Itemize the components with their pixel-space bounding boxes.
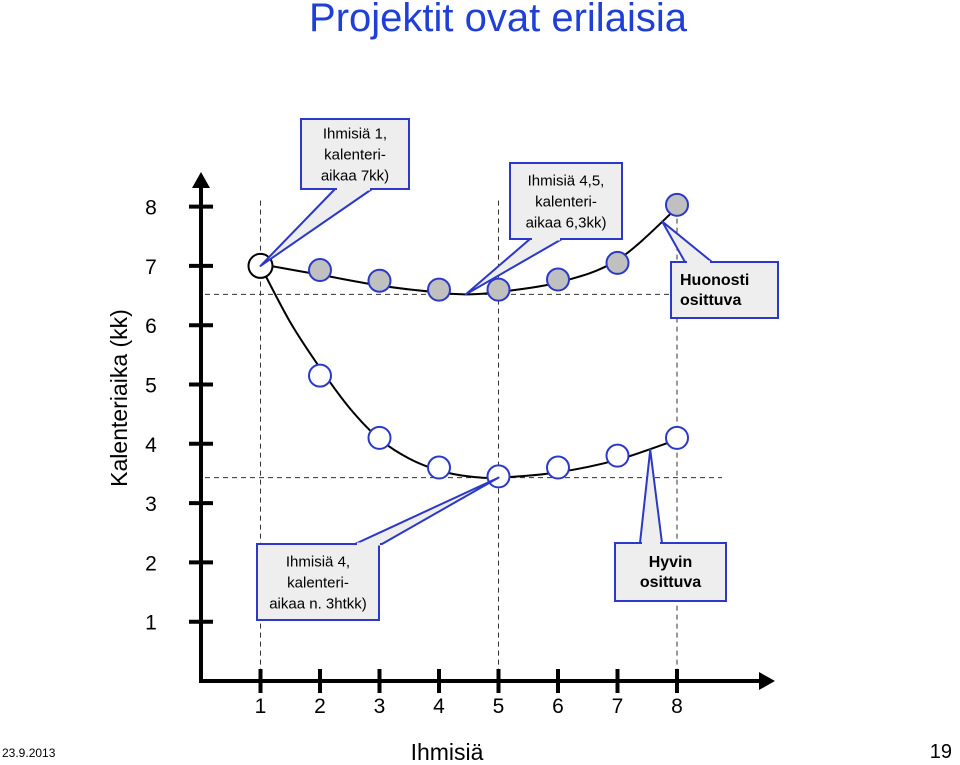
y-tick-label: 3 <box>145 493 157 517</box>
callout-text-line: osittuva <box>680 292 742 309</box>
callout-text-line: kalenteri- <box>287 574 349 592</box>
x-tick-label: 7 <box>611 695 624 718</box>
x-tick-label: 3 <box>373 695 386 718</box>
marker-well-divisible <box>369 427 391 449</box>
callout-pointer <box>466 239 562 294</box>
callout-text-line: kalenteri- <box>324 146 386 164</box>
callout-text-line: Huonosti <box>680 272 750 289</box>
callout-pointer <box>355 478 499 544</box>
slide-date: 23.9.2013 <box>2 746 56 760</box>
callout-start <box>261 119 410 266</box>
marker-poorly-divisible <box>488 279 510 301</box>
callout-bad-min <box>466 163 622 294</box>
y-axis-arrow <box>192 172 210 188</box>
callouts <box>257 119 778 620</box>
x-tick-label: 8 <box>671 695 683 718</box>
callout-good-label <box>615 450 726 601</box>
x-tick-label: 6 <box>552 695 564 718</box>
x-tick-label: 2 <box>314 695 326 718</box>
x-tick-label: 1 <box>254 695 267 718</box>
marker-well-divisible <box>547 457 569 479</box>
callout-pointer <box>662 221 712 262</box>
callout-bad-label <box>662 221 778 318</box>
callout-text-line: Hyvin <box>648 554 693 571</box>
marker-poorly-divisible <box>666 194 688 216</box>
x-axis-title: Ihmisiä <box>410 739 484 765</box>
callout-good-min <box>257 478 499 620</box>
y-axis-title: Kalenteriaika (kk) <box>106 309 132 487</box>
callout-text-line: Ihmisiä 4,5, <box>527 172 605 190</box>
y-tick-label: 2 <box>145 552 157 576</box>
x-axis-arrow <box>759 672 775 690</box>
marker-poorly-divisible <box>547 269 569 291</box>
y-tick-label: 8 <box>145 196 157 220</box>
callout-text-line: osittuva <box>639 574 702 591</box>
callout-pointer <box>640 450 662 543</box>
marker-well-divisible <box>309 365 331 387</box>
marker-poorly-divisible <box>428 279 450 301</box>
marker-poorly-divisible <box>369 270 391 292</box>
x-tick-label: 5 <box>492 695 505 718</box>
marker-well-divisible <box>428 457 450 479</box>
callout-text-line: Ihmisiä 4, <box>285 553 351 571</box>
slide-title: Projektit ovat erilaisia <box>309 0 687 40</box>
callout-text-line: aikaa 7kk) <box>320 167 390 185</box>
y-tick-label: 6 <box>145 315 157 339</box>
callout-box <box>671 262 778 318</box>
callout-text-line: aikaa n. 3htkk) <box>269 595 367 613</box>
page-number: 19 <box>929 741 952 763</box>
callout-text-line: Ihmisiä 1, <box>322 125 388 143</box>
callout-text-line: aikaa 6,3kk) <box>525 214 607 232</box>
marker-poorly-divisible <box>309 259 331 281</box>
marker-poorly-divisible <box>607 252 629 274</box>
y-tick-label: 4 <box>145 433 157 457</box>
x-tick-label: 4 <box>433 695 445 718</box>
marker-well-divisible <box>488 465 510 487</box>
callout-text-line: kalenteri- <box>535 193 597 211</box>
callout-pointer <box>261 189 373 266</box>
y-tick-label: 1 <box>145 611 157 635</box>
curves <box>261 208 678 478</box>
y-tick-label: 5 <box>145 374 157 398</box>
callout-box <box>615 543 726 601</box>
y-tick-label: 7 <box>145 255 157 279</box>
marker-well-divisible <box>607 445 629 467</box>
marker-well-divisible <box>666 427 688 449</box>
